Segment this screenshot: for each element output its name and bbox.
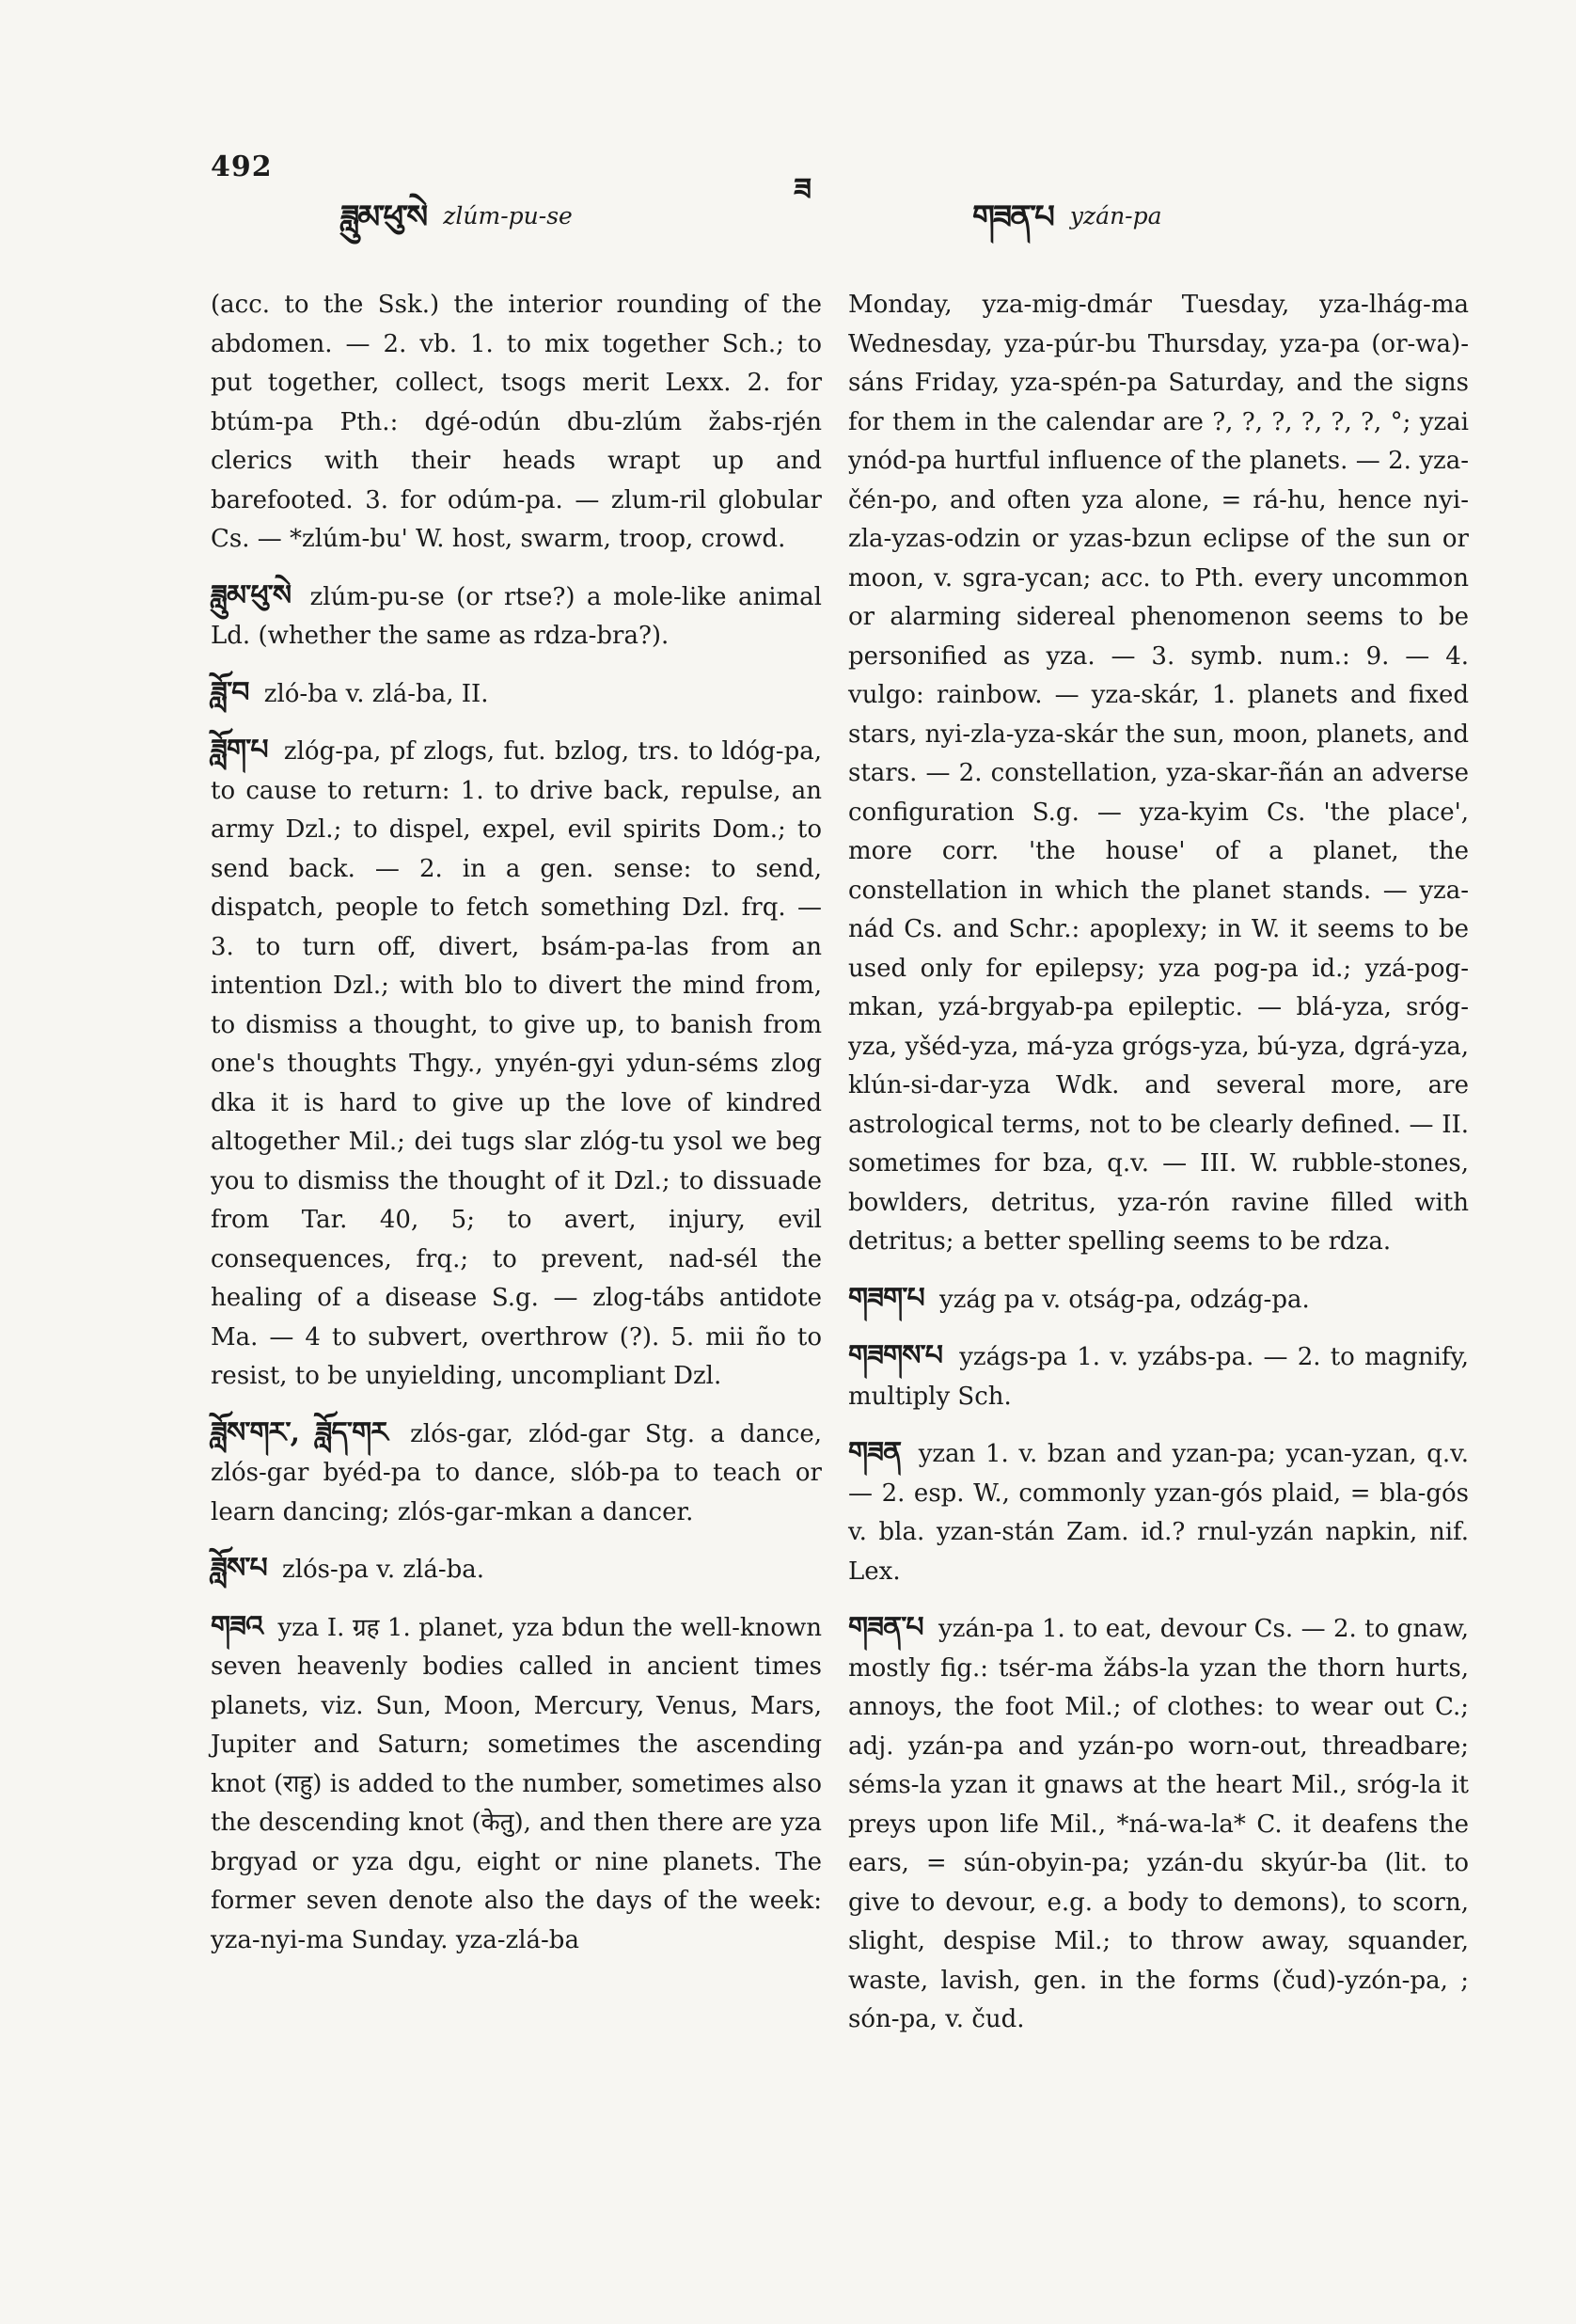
page-number: 492: [211, 150, 273, 183]
running-head-right-translit: yzán-pa: [1069, 202, 1162, 229]
dictionary-entry: [211, 731, 822, 1397]
dictionary-entry: [211, 673, 822, 715]
entry-text: yzág pa v. otság-pa, odzág-pa.: [939, 1285, 1310, 1314]
dictionary-entry: [211, 577, 822, 656]
left-column: [211, 286, 822, 1977]
entry-headword: ཟློས་གར་, ཟློད་གར: [211, 1415, 387, 1449]
entry-headword: ཟླུམ་ཕུ་སེ: [211, 578, 292, 612]
entry-headword: གཟག་པ: [848, 1281, 924, 1315]
dictionary-entry: [848, 1608, 1469, 2040]
running-head-left-translit: zlúm-pu-se: [443, 202, 573, 229]
running-head-left-tibetan: ཟླུམ་ཕུ་སེ: [340, 198, 427, 236]
entry-text: zló-ba v. zlá-ba, II.: [263, 679, 489, 708]
dictionary-entry: [848, 1336, 1469, 1416]
running-head-right-tibetan: གཟན་པ: [972, 198, 1053, 236]
entry-text: zlós-gar, zlód-gar Stg. a dance, zlós-gar byéd-pa to dance, slób-pa to teach or learn dancing; zlós-gar-mkan a dancer.: [211, 1419, 823, 1526]
entry-headword: ཟློས་པ: [211, 1552, 267, 1585]
entry-headword: ཟློག་པ: [211, 734, 268, 767]
entry-text: zlóg-pa, pf zlogs, fut. bzlog, trs. to ldóg-pa, to cause to return: 1. to drive back, repulse, an army Dzl.; to dispel, expel, evil spirits Dom.; to send back. — 2. in a gen. sense: to send, dispatch, people to fetch something Dzl. frq. — 3. to turn off, divert, bsám-pa-las from an intention Dzl.; with blo to divert the mind from, to dismiss a thought, to give up, to banish from one's thoughts Thgy., ynyén-gyi ydun-séms zlog dka it is hard to give up the love of kindred altogether Mil.; dei tugs slar zlóg-tu ysol we beg you to dismiss the thought of it Dzl.; to dissuade from Tar. 40, 5; to avert, injury, evil consequences, frq.; to prevent, nad-sél the healing of a disease S.g. — zlog-tábs antidote Ma. — 4 to subvert, overthrow (?). 5. mii ño to resist, to be unyielding, uncompliant Dzl.: [211, 737, 822, 1390]
running-head-left: [340, 181, 573, 271]
entry-headword: གཟའ: [211, 1609, 262, 1643]
entry-headword: ཟློ་བ: [211, 675, 249, 709]
dictionary-entry: [848, 1279, 1469, 1320]
dictionary-entry: [848, 1433, 1469, 1591]
entry-headword: གཟན་པ: [848, 1611, 923, 1644]
entry-text: yzan 1. v. bzan and yzan-pa; ycan-yzan, q.v. — 2. esp. W., commonly yzan-gós plaid, = bla-gós v. bla. yzan-stán Zam. id.? rnul-yzán napkin, nif. Lex.: [848, 1440, 1469, 1586]
dictionary-entry: [848, 286, 1469, 1262]
dictionary-entry: [211, 1414, 822, 1533]
dictionary-entry: [211, 286, 822, 560]
entry-text: yza I. ग्रह 1. planet, yza bdun the well-known seven heavenly bodies called in ancient times planets, viz. Sun, Moon, Mercury, Venus, Mars, Jupiter and Saturn; sometimes the ascending knot (राहु) is added to the number, sometimes also the descending knot (केतु), and then there are yza brgyad or yza dgu, eight or nine planets. The former seven denote also the days of the week: yza-nyi-ma Sunday. yza-zlá-ba: [211, 1613, 823, 1954]
entry-headword: གཟགས་པ: [848, 1339, 942, 1372]
entry-text: Monday, yza-mig-dmár Tuesday, yza-lhág-ma Wednesday, yza-púr-bu Thursday, yza-pa (or-wa)-sáns Friday, yza-spén-pa Saturday, and the signs for them in the calendar are ?, ?, ?, ?, ?, ?, °; yzai ynód-pa hurtful influence of the planets. — 2. yza-čén-po, and often yza alone, = rá-hu, hence nyi-zla-yzas-odzin or yzas-bzun eclipse of the sun or moon, v. sgra-ycan; acc. to Pth. every uncommon or alarming sidereal phenomenon seems to be personified as yza. — 3. symb. num.: 9. — 4. vulgo: rainbow. — yza-skár, 1. planets and fixed stars, nyi-zla-yza-skár the sun, moon, planets, and stars. — 2. constellation, yza-skar-ñán an adverse configuration S.g. — yza-kyim Cs. 'the place', more corr. 'the house' of a planet, the constellation in which the planet stands. — yza-nád Cs. and Schr.: apoplexy; in W. it seems to be used only for epilepsy; yza pog-pa id.; yzá-pog-mkan, yzá-brgyab-pa epileptic. — blá-yza, sróg-yza, yšéd-yza, má-yza grógs-yza, bú-yza, dgrá-yza, klún-si-dar-yza Wdk. and several more, are astrological terms, not to be clearly defined. — II. sometimes for bza, q.v. — III. W. rubble-stones, bowlders, detritus, yza-rón ravine filled with detritus; a better spelling seems to be rdza.: [848, 291, 1469, 1256]
dictionary-entry: [211, 1549, 822, 1590]
section-letter: ཟ: [794, 171, 812, 207]
dictionary-entry: [211, 1607, 822, 1961]
entry-text: zlós-pa v. zlá-ba.: [282, 1556, 485, 1584]
right-column: [848, 286, 1469, 2057]
running-head-right: [972, 181, 1162, 271]
entry-text: yzágs-pa 1. v. yzábs-pa. — 2. to magnify, multiply Sch.: [848, 1343, 1470, 1411]
entry-headword: གཟན: [848, 1436, 902, 1469]
entry-text: yzán-pa 1. to eat, devour Cs. — 2. to gnaw, mostly fig.: tsér-ma žábs-la yzan the thorn hurts, annoys, the foot Mil.; of clothes: to wear out C.; adj. yzán-pa and yzán-po worn-out, threadbare; séms-la yzan it gnaws at the heart Mil., sróg-la it preys upon life Mil., *ná-wa-la* C. it deafens the ears, = sún-obyin-pa; yzán-du skyúr-ba (lit. to give to devour, e.g. a body to demons), to scorn, slight, despise Mil.; to throw away, squander, waste, lavish, gen. in the forms (čud)-yzón-pa, ; són-pa, v. čud.: [848, 1615, 1470, 2033]
entry-text: (acc. to the Ssk.) the interior rounding of the abdomen. — 2. vb. 1. to mix together Sch.; to put together, collect, tsogs merit Lexx. 2. for btúm-pa Pth.: dgé-odún dbu-zlúm žabs-rjén clerics with their heads wrapt up and barefooted. 3. for odúm-pa. — zlum-ril globular Cs. — *zlúm-bu' W. host, swarm, troop, crowd.: [211, 291, 822, 553]
entry-text: zlúm-pu-se (or rtse?) a mole-like animal Ld. (whether the same as rdza-bra?).: [211, 582, 822, 650]
